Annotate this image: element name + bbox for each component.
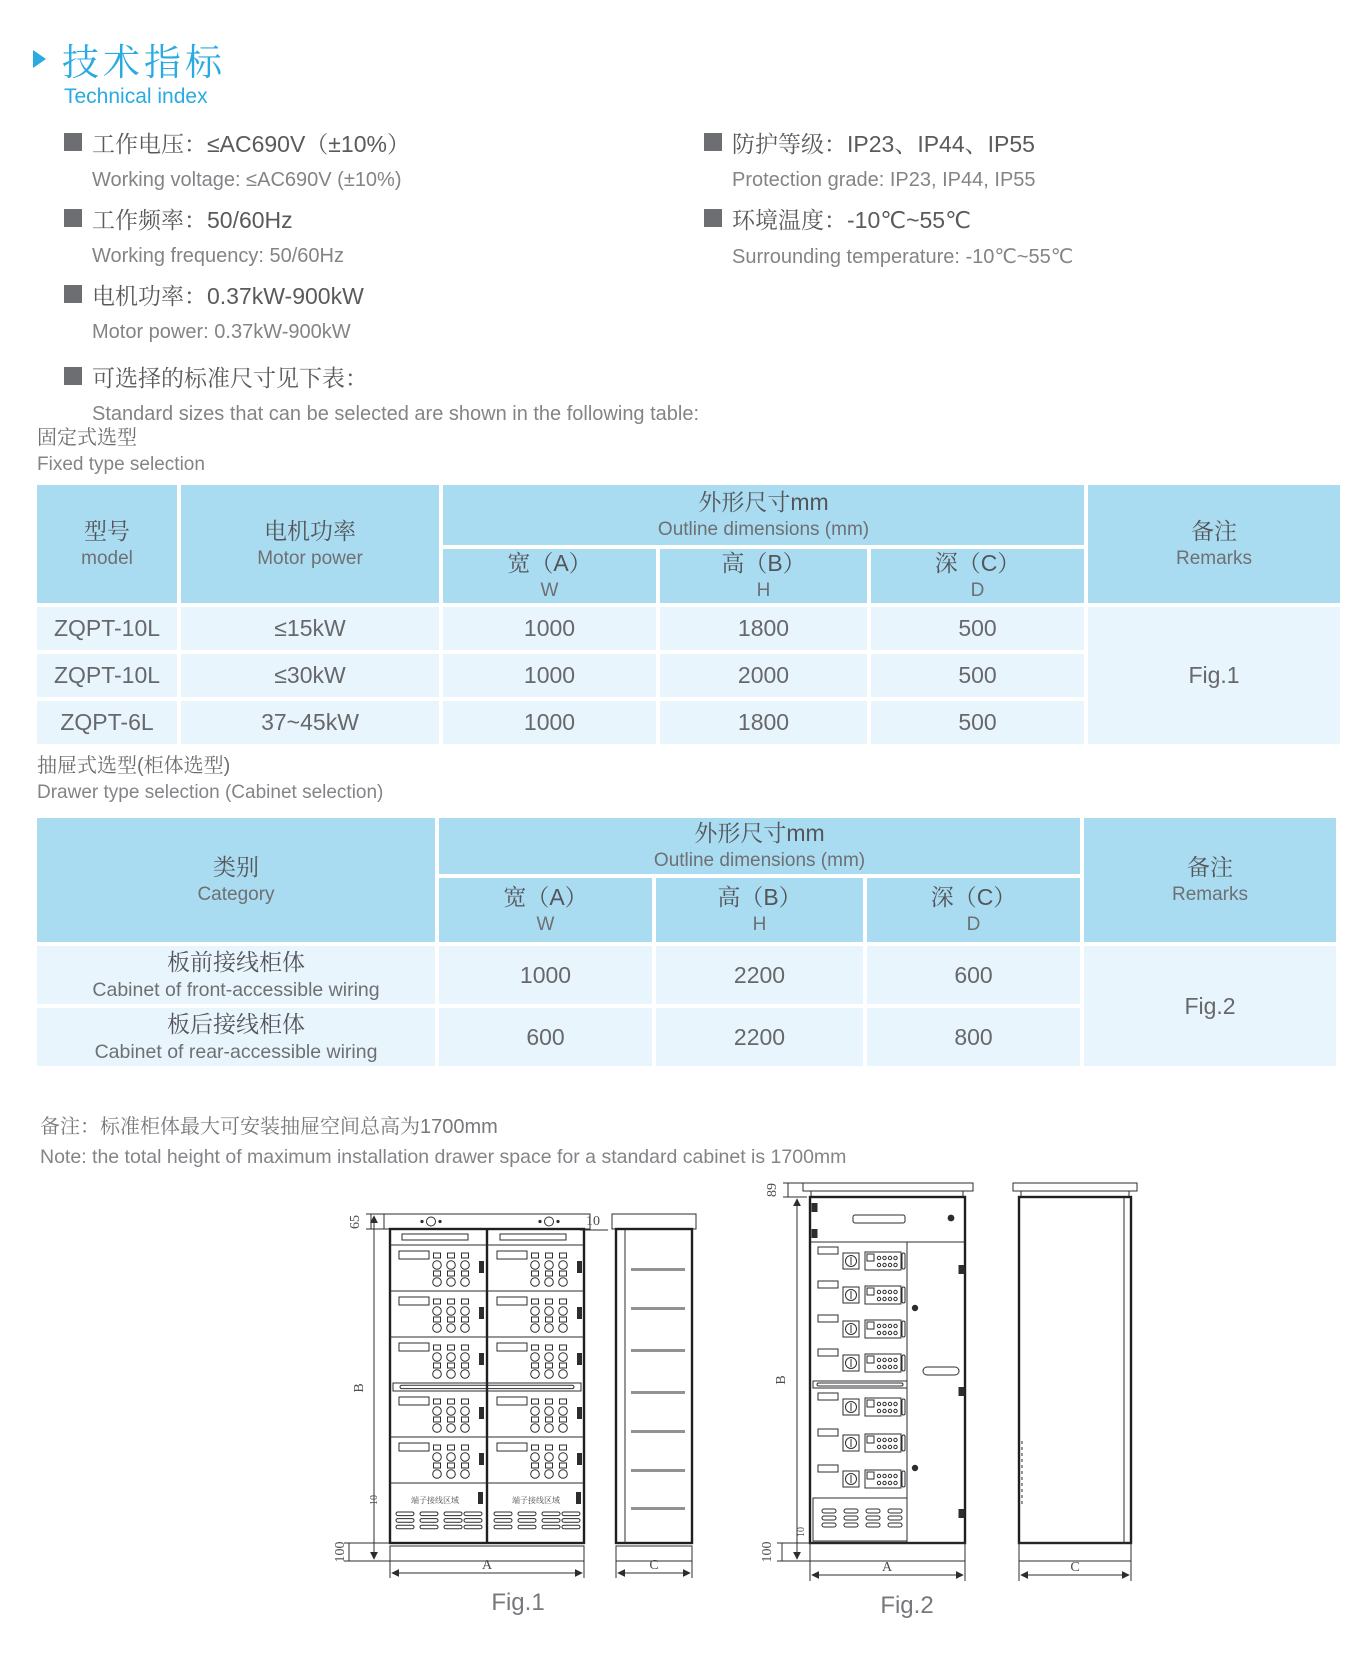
header-remarks: 备注 Remarks — [1084, 818, 1336, 942]
section-label-zh: 抽屉式选型(柜体选型) — [37, 755, 231, 777]
square-bullet-icon — [704, 133, 722, 151]
cell-remark: Fig.1 — [1088, 607, 1340, 744]
cell-depth: 500 — [871, 701, 1084, 744]
spec-zh-text: 环境温度：-10℃~55℃ — [732, 206, 971, 233]
square-bullet-icon — [64, 133, 82, 151]
cell-model: ZQPT-10L — [37, 607, 177, 650]
cell-width: 1000 — [443, 701, 656, 744]
cell-model: ZQPT-10L — [37, 654, 177, 697]
spec-item-motor-power — [64, 274, 704, 350]
cell-height: 1800 — [660, 607, 867, 650]
header-depth: 深（C） D — [871, 549, 1084, 603]
spec-zh-text: 电机功率：0.37kW-900kW — [92, 282, 364, 309]
spec-item-working-frequency — [64, 198, 704, 274]
cell-depth: 500 — [871, 607, 1084, 650]
fig1-dim-10: 10 — [586, 1214, 600, 1229]
header-height: 高（B） H — [656, 878, 863, 942]
header-category: 类别 Category — [37, 818, 435, 942]
spec-zh-text: 工作频率：50/60Hz — [92, 206, 293, 233]
page-subtitle: Technical index — [64, 85, 208, 108]
cell-width: 600 — [439, 1008, 652, 1066]
header-height: 高（B） H — [660, 549, 867, 603]
table-row — [37, 607, 1340, 650]
fig1-dim-b: B — [352, 1383, 367, 1393]
fig1-dim-a: A — [481, 1558, 493, 1573]
header-model: 型号 model — [37, 485, 177, 603]
header-depth: 深（C） D — [867, 878, 1080, 942]
cell-model: ZQPT-6L — [37, 701, 177, 744]
spec-en-text: Standard sizes that can be selected are shown in the following table: — [92, 402, 700, 425]
fig2-dim-c: C — [1070, 1560, 1080, 1575]
section-label-en: Fixed type selection — [37, 454, 205, 475]
spec-en-text: Motor power: 0.37kW-900kW — [92, 320, 351, 343]
fig1-dim-10-vent: 10 — [369, 1495, 380, 1505]
drawer-type-table — [33, 814, 1340, 1070]
fig2-dim-b: B — [774, 1375, 789, 1385]
cell-height: 1800 — [660, 701, 867, 744]
fig1-terminal-label: 端子接线区域 — [512, 1496, 560, 1505]
spec-en-text: Working frequency: 50/60Hz — [92, 244, 344, 267]
fig2-dimensions — [760, 1183, 1131, 1581]
fig2-caption: Fig.2 — [880, 1592, 934, 1619]
spec-item-working-voltage — [64, 122, 704, 198]
fig1-dim-c: C — [649, 1558, 659, 1573]
header-width: 宽（A） W — [439, 878, 652, 942]
square-bullet-icon — [64, 367, 82, 385]
square-bullet-icon — [64, 285, 82, 303]
spec-list — [64, 122, 1073, 350]
title-arrow-icon — [33, 50, 46, 68]
cell-depth: 500 — [871, 654, 1084, 697]
header-remarks: 备注 Remarks — [1088, 485, 1340, 603]
cell-depth: 600 — [867, 946, 1080, 1004]
table-row — [37, 946, 1336, 1004]
header-motor-power: 电机功率 Motor power — [181, 485, 439, 603]
fig2-dim-89: 89 — [765, 1183, 780, 1197]
square-bullet-icon — [64, 209, 82, 227]
fig2-dim-100: 100 — [760, 1541, 775, 1563]
fig1-terminal-label: 端子接线区域 — [411, 1496, 459, 1505]
square-bullet-icon — [704, 209, 722, 227]
spec-item-protection-grade — [704, 122, 1073, 198]
cell-width: 1000 — [439, 946, 652, 1004]
header-outline-dimensions: 外形尺寸mm Outline dimensions (mm) — [443, 485, 1084, 545]
header-width: 宽（A） W — [443, 549, 656, 603]
spec-zh-text: 可选择的标准尺寸见下表： — [92, 364, 368, 391]
spec-zh-text: 工作电压：≤AC690V（±10%） — [92, 130, 410, 157]
fig1-caption: Fig.1 — [491, 1589, 545, 1616]
header-outline-dimensions: 外形尺寸mm Outline dimensions (mm) — [439, 818, 1080, 874]
section-label-zh: 固定式选型 — [37, 427, 137, 449]
cell-height: 2200 — [656, 946, 863, 1004]
fig2-dim-10: 10 — [796, 1527, 807, 1537]
spec-item-surrounding-temperature — [704, 198, 1073, 274]
fig2-side-view — [1013, 1183, 1137, 1561]
cell-height: 2000 — [660, 654, 867, 697]
note-zh: 备注：标准柜体最大可安装抽屉空间总高为1700mm — [40, 1116, 498, 1138]
fig2-dim-a: A — [881, 1560, 893, 1575]
section-label-en: Drawer type selection (Cabinet selection) — [37, 782, 384, 803]
spec-en-text: Working voltage: ≤AC690V (±10%) — [92, 168, 402, 191]
cell-width: 1000 — [443, 607, 656, 650]
fixed-type-table — [33, 481, 1344, 748]
note-en: Note: the total height of maximum installation drawer space for a standard cabinet is 1700mm — [40, 1146, 847, 1168]
cell-power: ≤15kW — [181, 607, 439, 650]
drawer-type-section-label — [37, 752, 383, 806]
cell-width: 1000 — [443, 654, 656, 697]
cell-height: 2200 — [656, 1008, 863, 1066]
cell-category: 板前接线柜体 Cabinet of front-accessible wiring — [37, 946, 435, 1004]
spec-en-text: Surrounding temperature: -10℃~55℃ — [732, 245, 1074, 268]
fig1-drawing — [330, 1192, 710, 1622]
spec-en-text: Protection grade: IP23, IP44, IP55 — [732, 168, 1036, 191]
cell-depth: 800 — [867, 1008, 1080, 1066]
fig1-dim-65: 65 — [348, 1215, 363, 1229]
cell-category: 板后接线柜体 Cabinet of rear-accessible wiring — [37, 1008, 435, 1066]
fig1-dim-100: 100 — [333, 1541, 348, 1563]
fixed-type-section-label — [37, 424, 205, 478]
fig1-front-view — [384, 1214, 590, 1561]
fig1-side-view — [612, 1214, 696, 1561]
spec-zh-text: 防护等级：IP23、IP44、IP55 — [732, 130, 1035, 157]
cell-power: ≤30kW — [181, 654, 439, 697]
page-title: 技术指标 — [62, 42, 226, 83]
spec-item-standard-sizes — [64, 356, 699, 432]
cell-power: 37~45kW — [181, 701, 439, 744]
fig2-drawing — [725, 1105, 1145, 1620]
fig2-front-view — [803, 1183, 973, 1561]
cell-remark: Fig.2 — [1084, 946, 1336, 1066]
